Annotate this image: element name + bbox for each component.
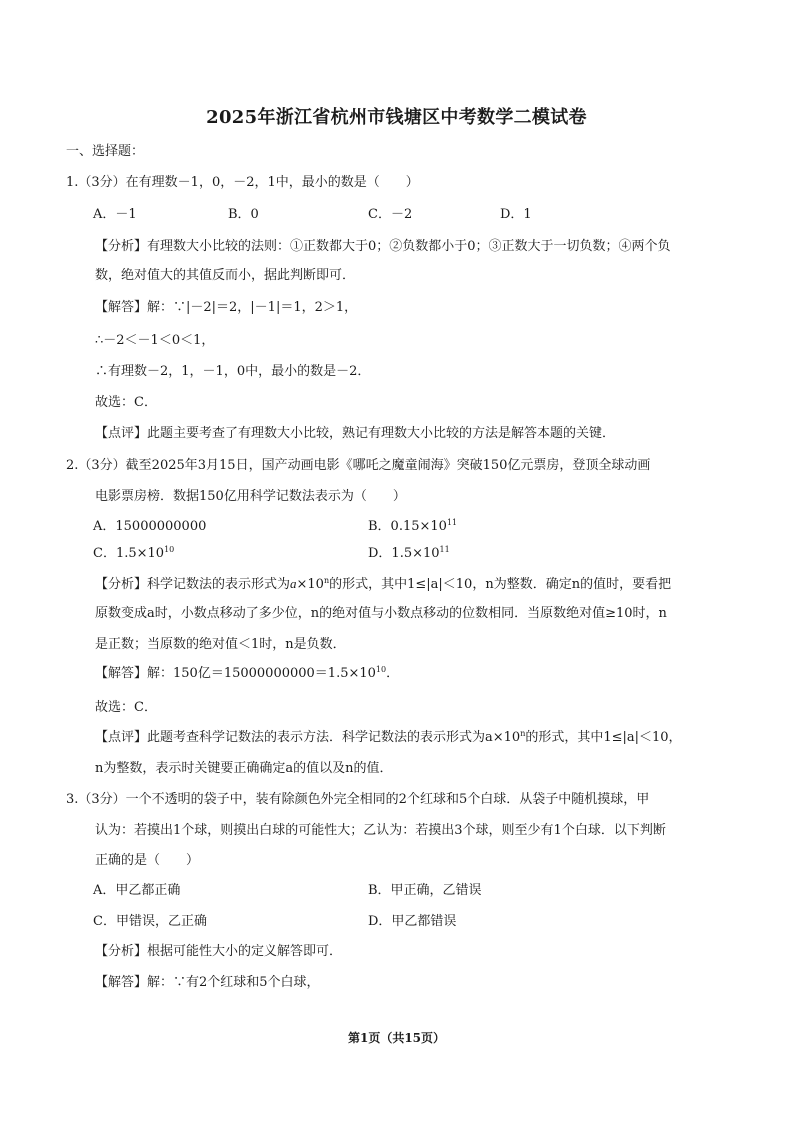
q1-choice: 故选：C． [95, 395, 157, 410]
q1-solution: 【解答】解：∵|－2|＝2，|－1|＝1，2＞1， [95, 300, 358, 315]
q1-stem: 1.（3分）在有理数－1，0，－2，1中，最小的数是（ ） [66, 175, 419, 190]
q3-solution: 【解答】解：∵有2个红球和5个白球， [95, 975, 320, 990]
q2-stem: 2.（3分）截至2025年3月15日，国产动画电影《哪吒之魔童闹海》突破150亿元票房，登顶全球动画 [66, 458, 651, 473]
section-heading: 一、选择题： [66, 144, 145, 159]
q2-comment-cont: n为整数，表示时关键要正确确定a的值以及n的值． [95, 761, 393, 776]
q2-analysis: 【分析】科学记数法的表示形式为$a\times 10^n$的形式，其中1≤|a|＜10，n为整数．确定n的值时，要看把 [95, 576, 672, 592]
q1-comment: 【点评】此题主要考查了有理数大小比较，熟记有理数大小比较的方法是解答本题的关键． [95, 426, 616, 441]
q3-option-d: D．甲乙都错误 [368, 914, 457, 929]
q2-comment: 【点评】此题考查科学记数法的表示方法．科学记数法的表示形式为$a\times 10^n$的形式，其中1≤|a|＜10， [95, 729, 682, 745]
q2-option-c: C．$1.5\times 10^{10}$ [93, 545, 175, 561]
q2-option-b: B．$0.15\times 10^{11}$ [368, 518, 458, 534]
q1-option-c: C．－2 [368, 207, 413, 222]
page-title: 2025年浙江省杭州市钱塘区中考数学二模试卷 [206, 107, 587, 128]
q1-solution-step: ∴－2＜－1＜0＜1， [95, 333, 215, 348]
page-footer: 第1页（共15页） [347, 1031, 446, 1045]
q2-analysis-cont: 原数变成a时，小数点移动了多少位，n的绝对值与小数点移动的位数相同．当原数绝对值≥10时，n [95, 606, 667, 621]
q2-analysis-end: 是正数；当原数的绝对值＜1时，n是负数． [95, 637, 346, 652]
q1-analysis: 【分析】有理数大小比较的法则：①正数都大于0；②负数都小于0；③正数大于一切负数；④两个负 [95, 239, 671, 254]
q1-solution-conclusion: ∴有理数－2，1，－1，0中，最小的数是－2． [95, 364, 371, 379]
q3-option-b: B．甲正确，乙错误 [368, 883, 482, 898]
q2-solution: 【解答】解：150亿$=15000000000=1.5\times 10^{10}$． [95, 665, 400, 681]
q3-analysis: 【分析】根据可能性大小的定义解答即可． [95, 944, 343, 959]
q1-option-b: B．0 [228, 207, 259, 222]
q1-option-a: A．－1 [93, 207, 137, 222]
q3-option-a: A．甲乙都正确 [93, 883, 181, 898]
q2-option-d: D．$1.5\times 10^{11}$ [368, 545, 450, 561]
q3-stem-end: 正确的是（ ） [95, 853, 200, 868]
q3-stem: 3.（3分）一个不透明的袋子中，装有除颜色外完全相同的2个红球和5个白球．从袋子中随机摸球，甲 [66, 792, 650, 807]
q2-option-a: A．15000000000 [93, 519, 207, 534]
q2-choice: 故选：C． [95, 700, 157, 715]
q1-analysis-cont: 数，绝对值大的其值反而小，据此判断即可． [95, 268, 356, 283]
q2-stem-cont: 电影票房榜．数据150亿用科学记数法表示为（ ） [95, 489, 406, 504]
q3-stem-cont: 认为：若摸出1个球，则摸出白球的可能性大；乙认为：若摸出3个球，则至少有1个白球．以下判断 [95, 823, 666, 838]
q3-option-c: C．甲错误，乙正确 [93, 914, 207, 929]
q1-option-d: D．1 [500, 207, 532, 222]
